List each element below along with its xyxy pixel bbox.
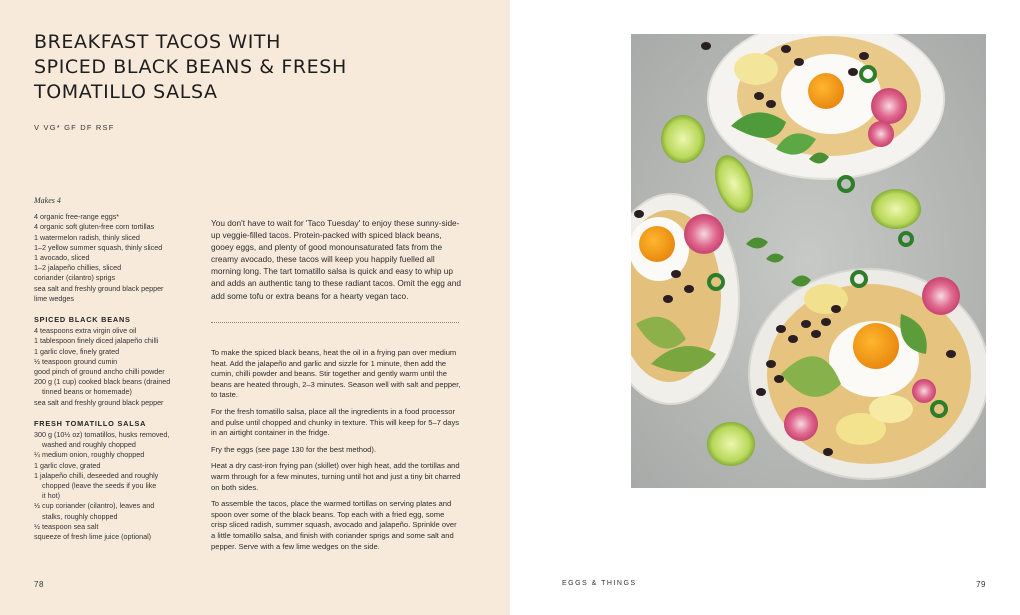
yield-note: Makes 4 [34,196,61,205]
salsa-heading: FRESH TOMATILLO SALSA [34,418,147,428]
salsa-ingredients [34,430,204,542]
ingredient-line: lime wedges [34,293,74,303]
ingredient-line: 1–2 jalapeño chillies, sliced [34,263,122,273]
beans-ingredients [34,326,204,408]
ingredient-line: 1 watermelon radish, thinly sliced [34,232,140,242]
ingredient-line: 1 garlic clove, grated [34,460,101,470]
ingredient-line: squeeze of fresh lime juice (optional) [34,532,152,542]
recipe-title: BREAKFAST TACOS WITH SPICED BLACK BEANS & FRESH TOMATILLO SALSA [34,31,347,103]
left-page-number: 78 [34,580,44,589]
method-step: To make the spiced black beans, heat the oil in a frying pan over medium heat. Add the jalapeño and garlic and sizzle for 1 minute, then add the cumin, chilli powder and beans. Stir together and gently warm until the beans are heated through, 2–3 minutes. Season well with salt and pepper, to taste. [211,348,461,400]
ingredient-line: 1 avocado, sliced [34,253,90,263]
ingredient-line: 1 tablespoon finely diced jalapeño chilli [34,336,159,346]
ingredient-line: 4 organic soft gluten-free corn tortillas [34,222,155,232]
ingredient-line: 1 garlic clove, finely grated [34,346,120,356]
ingredient-line: it hot) [42,491,60,501]
ingredient-line: sea salt and freshly ground black pepper [34,397,164,407]
ingredient-line: 200 g (1 cup) cooked black beans (drained [34,377,171,387]
right-page-number: 79 [976,580,986,589]
method-steps [211,348,461,558]
ingredient-line: tinned beans or homemade) [42,387,132,397]
ingredient-line: good pinch of ground ancho chilli powder [34,367,165,377]
food-photo [631,34,986,488]
recipe-intro: You don't have to wait for 'Taco Tuesday' to enjoy these sunny-side-up veggie-filled tacos. Protein-packed with spiced black beans, gooey eggs, and plenty of good monounsaturated fats from the creamy avocado, these tacos will keep you happily fuelled all morning long. The tart tomatillo salsa is quick and easy to whip up and adds an authentic tang to these radiant tacos. Omit the egg and add some tofu or extra beans for a hearty vegan taco. [211,218,462,301]
main-ingredients [34,212,204,304]
ingredient-line: ½ teaspoon ground cumin [34,356,118,366]
method-step: Fry the eggs (see page 130 for the best method). [211,444,377,454]
method-step: To assemble the tacos, place the warmed tortillas on serving plates and spoon over some of the black beans. Top each with a fried egg, some crisp sliced radish, summer squash, avocado and jalapeño. Sprinkle over a little tomatillo salsa, and finish with coriander sprigs and some salt and pepper. Serve with a few lime wedges on the side. [211,499,457,551]
ingredient-line: coriander (cilantro) sprigs [34,273,116,283]
ingredient-line: 300 g (10½ oz) tomatillos, husks removed, [34,430,170,440]
ingredient-line: washed and roughly chopped [42,440,136,450]
ingredient-line: 4 teaspoons extra virgin olive oil [34,326,137,336]
ingredient-line: chopped (leave the seeds if you like [42,481,157,491]
ingredient-line: stalks, roughly chopped [42,511,118,521]
dotted-divider [211,322,459,323]
tacos-illustration [631,34,986,488]
method-step: For the fresh tomatillo salsa, place all the ingredients in a food processor and pulse until chopped and chunky in texture. This will keep for 5–7 days in an airtight container in the fridge. [211,406,460,438]
section-running-head: EGGS & THINGS [562,580,637,587]
ingredients-list [34,196,204,542]
dietary-tags: V VG* GF DF RSF [34,123,115,132]
ingredient-line: ½ teaspoon sea salt [34,521,99,531]
ingredient-line: 1 jalapeño chilli, deseeded and roughly [34,470,159,480]
ingredient-line: ½ cup coriander (cilantro), leaves and [34,501,155,511]
ingredient-line: 4 organic free-range eggs* [34,212,120,222]
method-step: Heat a dry cast-iron frying pan (skillet) over high heat, add the tortillas and warm through for a few minutes, turning until hot and just a tiny bit charred on both sides. [211,461,461,492]
beans-heading: SPICED BLACK BEANS [34,315,131,325]
ingredient-line: ¼ medium onion, roughly chopped [34,450,145,460]
ingredient-line: sea salt and freshly ground black pepper [34,283,164,293]
ingredient-line: 1–2 yellow summer squash, thinly sliced [34,242,163,252]
